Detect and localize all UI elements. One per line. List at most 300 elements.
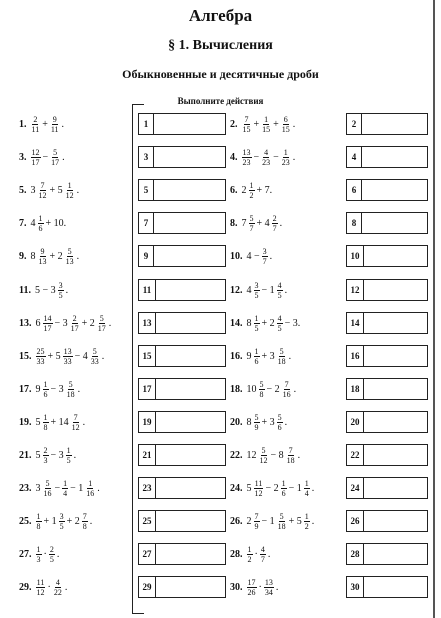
denominator: 33	[36, 356, 45, 366]
denominator: 12	[65, 191, 74, 201]
expression-text: .	[284, 284, 288, 296]
answer-box[interactable]	[346, 345, 428, 367]
expression-text: −	[54, 483, 61, 495]
problem-expression	[230, 474, 315, 503]
numerator: 1	[264, 115, 269, 124]
fraction	[254, 479, 264, 498]
expression-text: 8	[246, 416, 252, 428]
expression-text: 7	[241, 218, 247, 230]
answer-box[interactable]	[346, 146, 428, 168]
fraction	[254, 314, 260, 333]
numerator: 1	[247, 545, 252, 555]
answer-box[interactable]	[346, 411, 428, 433]
fraction	[254, 281, 260, 300]
denominator: 11	[31, 125, 40, 134]
expression-text: − 1	[288, 483, 302, 495]
denominator: 17	[31, 158, 40, 168]
fraction	[277, 314, 283, 333]
problem-row	[0, 342, 441, 371]
fraction	[36, 578, 46, 597]
answer-box[interactable]	[346, 444, 428, 466]
expression-text: .	[65, 284, 69, 296]
problem-number: 20.	[230, 416, 243, 428]
expression-text: .	[269, 251, 273, 263]
fraction	[66, 446, 72, 465]
denominator: 22	[53, 588, 62, 598]
numerator: 13	[264, 578, 273, 588]
expression-text: .	[311, 516, 315, 528]
problem-number: 24.	[230, 483, 243, 495]
numerator: 13	[63, 346, 72, 356]
fraction	[43, 446, 49, 465]
fraction	[282, 380, 292, 399]
fraction	[97, 314, 107, 333]
expression-text: + 2	[81, 317, 95, 329]
expression-text: .	[61, 119, 65, 130]
answer-box[interactable]	[138, 378, 226, 400]
expression-text: + 3	[261, 350, 275, 362]
fraction	[277, 281, 283, 300]
problem-expression	[19, 474, 101, 503]
expression-text: .	[275, 582, 279, 594]
problem-expression	[230, 309, 301, 338]
answer-box-number: 30	[347, 577, 364, 597]
fraction	[277, 413, 283, 432]
denominator: 17	[51, 158, 60, 168]
problem-number: 23.	[19, 483, 32, 495]
problem-expression	[230, 110, 296, 139]
fraction	[38, 247, 48, 266]
denominator: 6	[43, 389, 48, 399]
expression-text: −	[273, 152, 279, 164]
expression-text: .	[62, 152, 65, 164]
numerator: 1	[254, 313, 259, 323]
instruction-text: Выполните действия	[177, 96, 264, 106]
problem-expression	[230, 209, 283, 238]
fraction	[36, 512, 42, 531]
answer-box-number: 1	[139, 114, 154, 134]
problem-number: 4.	[230, 152, 238, 164]
answer-box-number: 14	[347, 313, 364, 333]
fraction	[272, 214, 278, 233]
denominator: 15	[262, 125, 271, 134]
fraction	[242, 148, 252, 167]
fraction	[85, 479, 95, 498]
expression-text: + 2	[66, 516, 80, 528]
fraction	[63, 347, 73, 366]
answer-box[interactable]	[138, 146, 226, 168]
answer-box[interactable]	[138, 279, 226, 301]
problem-expression	[230, 507, 315, 536]
expression-text: −	[253, 152, 260, 164]
fraction	[254, 512, 260, 531]
answer-box[interactable]	[138, 179, 226, 201]
answer-box[interactable]	[138, 113, 226, 135]
expression-text: .	[297, 450, 301, 461]
problem-row	[0, 573, 441, 602]
problem-row	[0, 242, 441, 271]
denominator: 26	[247, 588, 256, 598]
denominator: 8	[82, 522, 87, 532]
problem-number: 21.	[19, 450, 32, 461]
fraction	[281, 479, 287, 498]
denominator: 4	[63, 489, 68, 499]
fraction	[277, 512, 287, 531]
problem-expression	[230, 573, 279, 602]
denominator: 6	[277, 422, 282, 432]
denominator: 8	[259, 389, 264, 399]
expression-text: .	[279, 218, 283, 230]
numerator: 1	[66, 446, 71, 455]
answer-box-number: 20	[347, 412, 364, 432]
problem-number: 9.	[19, 251, 27, 263]
problem-number: 16.	[230, 350, 243, 362]
denominator: 9	[254, 522, 259, 532]
expression-text: 12	[246, 450, 257, 461]
fraction	[38, 181, 48, 200]
denominator: 18	[66, 389, 75, 399]
numerator: 5	[279, 512, 284, 522]
numerator: 1	[281, 479, 286, 489]
fraction	[49, 545, 55, 564]
denominator: 23	[262, 158, 271, 168]
problem-expression	[230, 176, 273, 205]
expression-text: − 8	[270, 450, 284, 461]
expression-text: + 5	[47, 350, 61, 362]
problem-expression	[19, 441, 77, 470]
denominator: 5	[49, 555, 54, 565]
answer-box-number: 13	[139, 313, 156, 333]
answer-box-number: 5	[139, 180, 154, 200]
expression-text: .	[73, 450, 77, 461]
denominator: 6	[281, 489, 286, 499]
numerator: 5	[53, 148, 58, 158]
expression-text: 5	[35, 416, 41, 428]
denominator: 17	[70, 323, 79, 333]
fraction	[36, 545, 42, 564]
problem-number: 3.	[19, 152, 27, 164]
answer-box[interactable]	[138, 543, 226, 565]
numerator: 7	[244, 115, 249, 124]
denominator: 17	[97, 323, 106, 333]
numerator: 7	[40, 181, 45, 191]
answer-box[interactable]	[138, 510, 226, 532]
answer-box-number: 3	[139, 147, 154, 167]
denominator: 18	[286, 456, 295, 465]
problem-expression	[19, 309, 112, 338]
expression-text: − 1	[70, 483, 84, 495]
numerator: 4	[260, 545, 265, 555]
problem-expression	[19, 540, 60, 569]
fraction	[82, 512, 88, 531]
answer-box[interactable]	[346, 279, 428, 301]
expression-text: − 1	[261, 284, 275, 296]
problem-row	[0, 276, 441, 305]
answer-box[interactable]	[346, 212, 428, 234]
answer-box[interactable]	[138, 477, 226, 499]
fraction	[90, 347, 100, 366]
answer-box[interactable]	[346, 312, 428, 334]
answer-box[interactable]	[138, 345, 226, 367]
expression-text: .	[76, 185, 80, 197]
problem-expression	[19, 573, 68, 602]
fraction	[277, 347, 287, 366]
answer-box-number: 27	[139, 544, 156, 564]
answer-box-number: 11	[139, 280, 156, 300]
numerator: 3	[59, 512, 64, 522]
numerator: 6	[283, 115, 288, 124]
denominator: 16	[86, 489, 95, 499]
answer-box[interactable]	[346, 576, 428, 598]
expression-text: ·	[254, 549, 258, 561]
problem-row	[0, 540, 441, 569]
numerator: 5	[279, 346, 284, 356]
answer-box-number: 19	[139, 412, 156, 432]
expression-text: ·	[43, 549, 47, 561]
numerator: 3	[58, 280, 63, 290]
problem-number: 7.	[19, 218, 27, 230]
problem-number: 22.	[230, 450, 243, 461]
problem-row	[0, 176, 441, 205]
fraction	[261, 115, 271, 134]
denominator: 12	[71, 422, 80, 432]
expression-text: .	[56, 549, 60, 561]
denominator: 18	[277, 356, 286, 366]
expression-text: 4	[246, 284, 252, 296]
numerator: 5	[261, 446, 266, 455]
numerator: 2	[33, 115, 38, 124]
expression-text: .	[82, 416, 86, 428]
denominator: 4	[304, 489, 309, 499]
numerator: 1	[283, 148, 288, 158]
problem-expression	[230, 342, 292, 371]
denominator: 7	[249, 224, 254, 234]
denominator: 2	[249, 191, 254, 201]
numerator: 11	[254, 479, 263, 489]
denominator: 2	[247, 555, 252, 565]
problem-expression	[19, 342, 105, 371]
fraction	[254, 347, 260, 366]
problem-number: 27.	[19, 549, 32, 561]
problem-number: 5.	[19, 185, 27, 197]
numerator: 1	[249, 181, 254, 191]
numerator: 5	[92, 346, 97, 356]
fraction	[259, 380, 265, 399]
topic-title: Обыкновенные и десятичные дроби	[122, 67, 319, 81]
fraction	[43, 479, 53, 498]
numerator: 7	[82, 512, 87, 522]
expression-text: 6	[35, 317, 41, 329]
numerator: 7	[284, 379, 289, 389]
expression-text: .	[292, 152, 296, 164]
problem-number: 11.	[19, 284, 31, 296]
numerator: 2	[49, 545, 54, 555]
numerator: 1	[38, 214, 43, 224]
fraction	[242, 115, 252, 134]
problem-row	[0, 309, 441, 338]
denominator: 5	[254, 290, 259, 300]
expression-text: 8	[30, 251, 36, 263]
fraction	[59, 512, 65, 531]
denominator: 5	[254, 323, 259, 333]
fraction	[281, 115, 291, 134]
problem-number: 12.	[230, 284, 243, 296]
problem-number: 8.	[230, 218, 238, 230]
problem-number: 26.	[230, 516, 243, 528]
fraction	[43, 380, 49, 399]
problem-number: 2.	[230, 119, 238, 130]
answer-box[interactable]	[346, 245, 428, 267]
expression-text: 3	[35, 483, 41, 495]
answer-box-number: 8	[347, 213, 362, 233]
expression-text: 9	[35, 383, 41, 395]
problem-number: 1.	[19, 119, 27, 130]
fraction	[43, 314, 53, 333]
answer-box-number: 24	[347, 478, 364, 498]
numerator: 17	[247, 578, 256, 588]
denominator: 5	[58, 290, 63, 300]
numerator: 1	[36, 512, 41, 522]
fraction	[65, 181, 75, 200]
denominator: 6	[254, 356, 259, 366]
answer-box[interactable]	[346, 543, 428, 565]
expression-text: + 5	[288, 516, 302, 528]
denominator: 7	[260, 555, 265, 565]
fraction	[304, 479, 310, 498]
answer-box-number: 17	[139, 379, 156, 399]
fraction	[254, 413, 260, 432]
expression-text: + 1	[43, 516, 57, 528]
problem-row	[0, 408, 441, 437]
expression-text: .	[267, 549, 271, 561]
numerator: 12	[31, 148, 40, 158]
expression-text: 4	[30, 218, 36, 230]
problem-number: 30.	[230, 582, 243, 594]
denominator: 15	[242, 125, 251, 134]
answer-box-number: 10	[347, 246, 364, 266]
answer-box[interactable]	[346, 477, 428, 499]
fraction	[262, 247, 268, 266]
denominator: 5	[277, 290, 282, 300]
fraction	[264, 578, 274, 597]
numerator: 1	[304, 479, 309, 489]
answer-box[interactable]	[346, 378, 428, 400]
numerator: 5	[259, 379, 264, 389]
numerator: 5	[67, 247, 72, 257]
answer-box-number: 25	[139, 511, 156, 531]
fraction	[247, 545, 253, 564]
expression-text: 5	[246, 483, 252, 495]
fraction	[65, 247, 75, 266]
problem-row	[0, 143, 441, 172]
problem-row	[0, 474, 441, 503]
problem-number: 18.	[230, 383, 243, 395]
expression-text: +	[42, 119, 48, 130]
numerator: 5	[99, 313, 104, 323]
fraction	[304, 512, 310, 531]
answer-box-number: 16	[347, 346, 364, 366]
fraction	[50, 148, 60, 167]
problem-row	[0, 375, 441, 404]
problem-expression	[19, 209, 67, 238]
fraction	[50, 115, 60, 134]
expression-text: +	[253, 119, 260, 130]
answer-box[interactable]	[138, 411, 226, 433]
numerator: 9	[52, 115, 57, 124]
answer-box[interactable]	[138, 245, 226, 267]
answer-box-number: 23	[139, 478, 156, 498]
problem-expression	[230, 375, 297, 404]
answer-box[interactable]	[138, 444, 226, 466]
problem-expression	[230, 276, 288, 305]
denominator: 2	[304, 522, 309, 532]
expression-text: 8	[246, 317, 252, 329]
fraction	[286, 446, 296, 465]
answer-box-number: 18	[347, 379, 364, 399]
denominator: 33	[90, 356, 99, 366]
numerator: 13	[242, 148, 251, 158]
problem-row	[0, 507, 441, 536]
answer-box-number: 26	[347, 511, 364, 531]
expression-text: + 14	[50, 416, 69, 428]
problem-expression	[19, 242, 80, 271]
answer-box[interactable]	[346, 510, 428, 532]
numerator: 2	[272, 214, 277, 224]
problem-number: 29.	[19, 582, 32, 594]
fraction	[31, 148, 41, 167]
expression-text: .	[108, 317, 112, 329]
answer-box[interactable]	[346, 113, 428, 135]
numerator: 2	[43, 446, 48, 455]
fraction	[38, 214, 44, 233]
expression-text: .	[293, 383, 297, 395]
expression-text: − 2	[266, 383, 280, 395]
expression-text: 5 − 3	[34, 284, 56, 296]
numerator: 1	[67, 181, 72, 191]
answer-box[interactable]	[138, 312, 226, 334]
denominator: 23	[281, 158, 290, 168]
numerator: 3	[262, 247, 267, 257]
expression-text: ·	[47, 582, 51, 594]
fraction	[70, 314, 80, 333]
problem-number: 17.	[19, 383, 32, 395]
fraction	[261, 148, 271, 167]
fraction	[31, 115, 41, 134]
problem-number: 15.	[19, 350, 32, 362]
expression-text: .	[311, 483, 315, 495]
expression-text: − 3	[50, 450, 64, 461]
expression-text: − 1	[261, 516, 275, 528]
denominator: 8	[36, 522, 41, 532]
answer-box[interactable]	[346, 179, 428, 201]
answer-box-number: 22	[347, 445, 364, 465]
answer-box-number: 9	[139, 246, 154, 266]
answer-box[interactable]	[138, 576, 226, 598]
denominator: 17	[43, 323, 52, 333]
answer-box[interactable]	[138, 212, 226, 234]
problem-number: 10.	[230, 251, 243, 263]
fraction	[43, 413, 49, 432]
numerator: 4	[277, 313, 282, 323]
expression-text: − 3.	[284, 317, 301, 329]
problem-row	[0, 110, 441, 139]
denominator: 23	[242, 158, 251, 168]
problem-number: 14.	[230, 317, 243, 329]
answer-box-number: 29	[139, 577, 156, 597]
numerator: 1	[88, 479, 93, 489]
numerator: 4	[55, 578, 60, 588]
expression-text: + 5	[49, 185, 63, 197]
